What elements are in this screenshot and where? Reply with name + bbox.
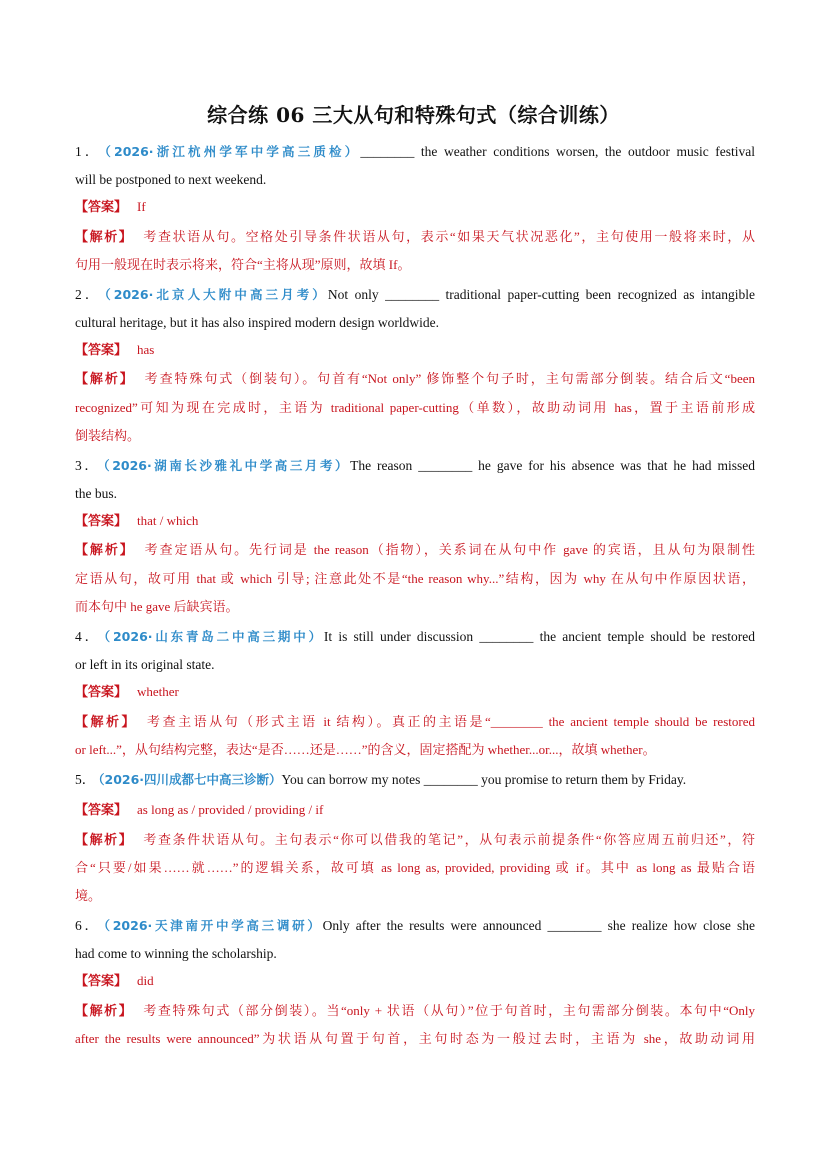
analysis-label: 【解析】	[75, 543, 135, 558]
analysis-line	[75, 1002, 755, 1021]
answer-line	[75, 341, 755, 360]
question-stem-line: Only after the results were announced ________ she realize how close she	[322, 918, 755, 933]
answer-value: If	[137, 199, 146, 214]
analysis-text: 考查特殊句式（倒装句）。句首有“Not only” 修饰整个句子时，主句需部分倒装。结合后文“been	[144, 371, 755, 386]
question-4-stem	[75, 628, 755, 646]
question-source: （2026·湖南长沙雅礼中学高三月考）	[103, 458, 351, 473]
question-stem-line: or left in its original state.	[75, 657, 215, 672]
analysis-label: 【解析】	[75, 230, 134, 245]
question-6-stem	[75, 917, 755, 935]
analysis-text: 定语从句，故可用 that 或 which 引导; 注意此处不是“the reason why...”结构，因为 why 在从句中作原因状语，	[75, 571, 755, 586]
question-3-stem	[75, 457, 755, 475]
question-stem-line: will be postponed to next weekend.	[75, 172, 267, 187]
analysis-line	[75, 713, 755, 732]
question-1-stem	[75, 143, 755, 161]
answer-line	[75, 972, 755, 991]
answer-line	[75, 683, 755, 702]
question-stem-line: ________ the weather conditions worsen, the outdoor music festival	[360, 144, 755, 159]
question-5-stem	[75, 771, 755, 789]
analysis-label: 【解析】	[75, 715, 138, 730]
question-number: 3．	[75, 458, 101, 473]
question-number: 4．	[75, 629, 101, 644]
analysis-text: 考查特殊句式（部分倒装）。当“only + 状语（从句）”位于句首时，主句需部分倒装。本句中“Only	[143, 1003, 755, 1018]
answer-label: 【答案】	[75, 200, 128, 215]
analysis-label: 【解析】	[75, 1004, 134, 1019]
question-stem-line: the bus.	[75, 486, 117, 501]
analysis-text: 考查定语从句。先行词是 the reason（指物），关系词在从句中作 gave 的宾语，且从句为限制性	[144, 542, 755, 557]
page-title: 综合练 06 三大从句和特殊句式（综合训练）	[207, 103, 620, 127]
analysis-text: 考查状语从句。空格处引导条件状语从句，表示“如果天气状况恶化”，主句使用一般将来时，从	[143, 229, 755, 244]
question-source: （2026·山东青岛二中高三期中）	[103, 629, 324, 644]
analysis-text: recognized”可知为现在完成时，主语为 traditional paper-cutting（单数），故助动词用 has，置于主语前形成	[75, 400, 755, 415]
answer-label: 【答案】	[75, 803, 128, 818]
analysis-text: 倒装结构。	[75, 428, 141, 443]
answer-value: as long as / provided / providing / if	[137, 802, 324, 817]
question-stem-line: The reason ________ he gave for his absence was that he had missed	[350, 458, 755, 473]
analysis-text: 而本句中 he gave 后缺宾语。	[75, 599, 239, 614]
analysis-text: or left...”，从句结构完整，表达“是否……还是……”的含义，固定搭配为 whether...or...，故填 whether。	[75, 742, 656, 757]
analysis-line	[75, 370, 755, 389]
analysis-text: 句用一般现在时表示将来，符合“主将从现”原则，故填 If。	[75, 257, 411, 272]
answer-value: did	[137, 973, 154, 988]
analysis-label: 【解析】	[75, 833, 134, 848]
answer-line	[75, 512, 755, 531]
analysis-text: 境。	[75, 888, 102, 903]
question-stem-line: You can borrow my notes ________ you promise to return them by Friday.	[281, 772, 687, 787]
question-source: （2026·天津南开中学高三调研）	[103, 918, 323, 933]
question-stem-line: had come to winning the scholarship.	[75, 946, 277, 961]
answer-label: 【答案】	[75, 514, 128, 529]
analysis-label: 【解析】	[75, 372, 135, 387]
analysis-text: 考查主语从句（形式主语 it 结构）。真正的主语是“________ the ancient temple should be restored	[147, 714, 755, 729]
question-source: （2026·浙江杭州学军中学高三质检）	[104, 144, 361, 159]
analysis-text: after the results were announced”为状语从句置于句首，主句时态为一般过去时，主语为 she，故助动词用	[75, 1031, 755, 1046]
question-number: 1．	[75, 144, 102, 159]
analysis-text: 考查条件状语从句。主句表示“你可以借我的笔记”，从句表示前提条件“你答应周五前归还”，符	[143, 832, 755, 847]
answer-label: 【答案】	[75, 343, 128, 358]
answer-label: 【答案】	[75, 974, 128, 989]
answer-value: that / which	[137, 513, 199, 528]
question-source: （2026·四川成都七中高三诊断）	[98, 772, 282, 787]
analysis-line	[75, 831, 755, 850]
question-stem-line: It is still under discussion ________ the ancient temple should be restored	[323, 629, 755, 644]
answer-line	[75, 801, 755, 820]
question-stem-line: cultural heritage, but it has also inspired modern design worldwide.	[75, 315, 440, 330]
question-number: 5．	[75, 772, 96, 787]
answer-value: whether	[137, 684, 179, 699]
analysis-line	[75, 228, 755, 247]
question-2-stem	[75, 286, 755, 304]
analysis-text: 合“只要/如果……就……”的逻辑关系，故可填 as long as, provided, providing 或 if。其中 as long as 最贴合语	[75, 860, 755, 875]
question-source: （2026·北京人大附中高三月考）	[104, 287, 328, 302]
question-number: 2．	[75, 287, 102, 302]
question-stem-line: Not only ________ traditional paper-cutting been recognized as intangible	[327, 287, 755, 302]
analysis-line	[75, 541, 755, 560]
question-number: 6．	[75, 918, 101, 933]
answer-line	[75, 198, 755, 217]
answer-value: has	[137, 342, 155, 357]
answer-label: 【答案】	[75, 685, 128, 700]
